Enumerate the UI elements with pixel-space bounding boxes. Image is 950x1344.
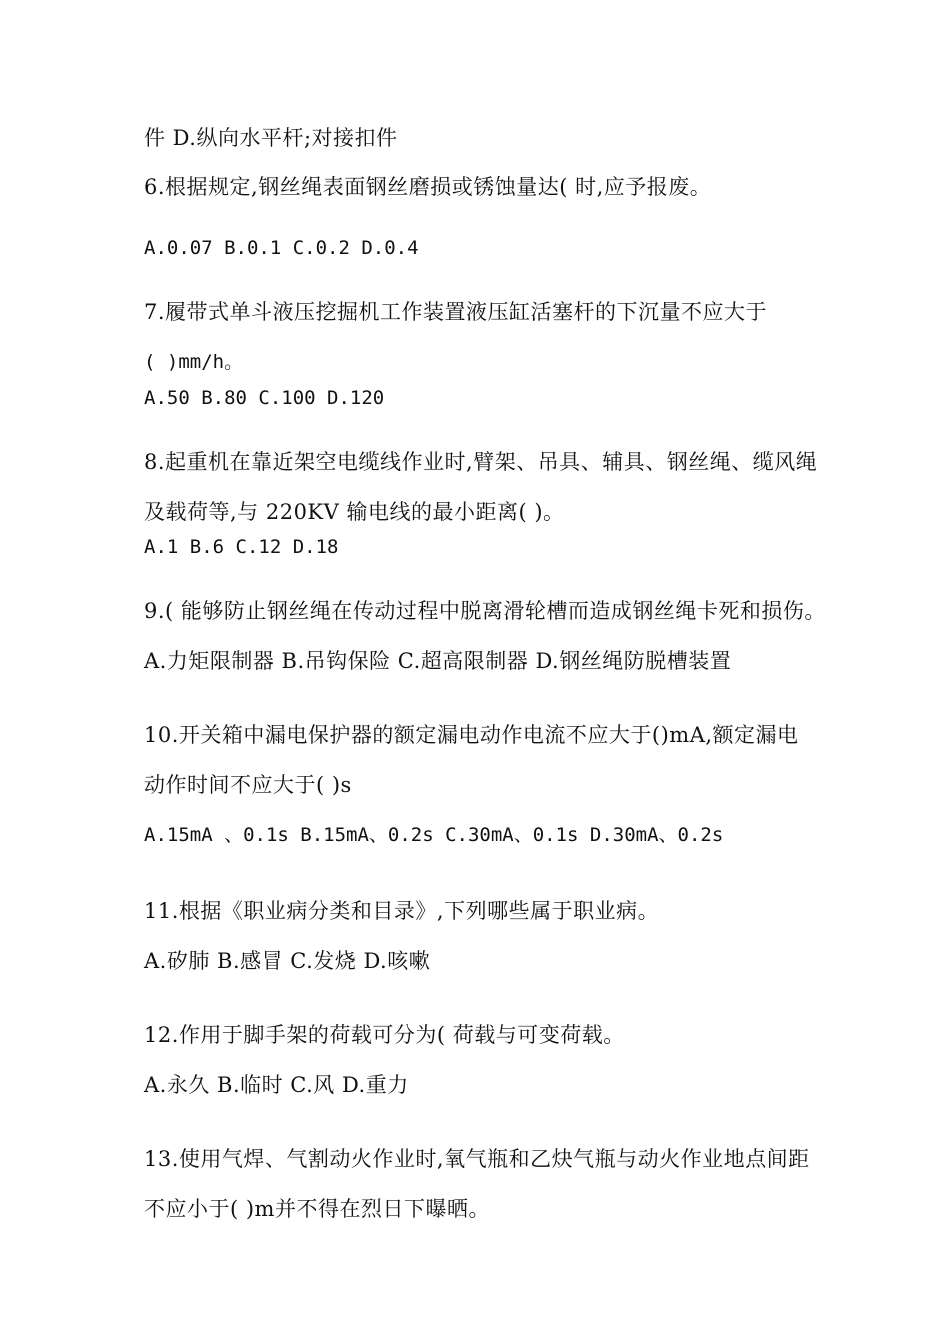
- question-11-text: 11.根据《职业病分类和目录》,下列哪些属于职业病。: [144, 899, 660, 923]
- question-9-options: A.力矩限制器 B.吊钩保险 C.超高限制器 D.钢丝绳防脱槽装置: [144, 649, 732, 673]
- question-7-text-line2: ( )mm/h。: [144, 351, 244, 373]
- question-8-options: A.1 B.6 C.12 D.18: [144, 536, 339, 558]
- question-8-text-line1: 8.起重机在靠近架空电缆线作业时,臂架、吊具、辅具、钢丝绳、缆风绳: [144, 450, 818, 474]
- option-line-q5-continued: 件 D.纵向水平杆;对接扣件: [144, 126, 398, 150]
- question-7-options: A.50 B.80 C.100 D.120: [144, 387, 385, 409]
- question-10-text-line1: 10.开关箱中漏电保护器的额定漏电动作电流不应大于()mA,额定漏电: [144, 723, 799, 747]
- question-10-text-line2: 动作时间不应大于( )s: [144, 773, 352, 797]
- question-6-text: 6.根据规定,钢丝绳表面钢丝磨损或锈蚀量达( 时,应予报废。: [144, 175, 712, 199]
- question-11-options: A.矽肺 B.感冒 C.发烧 D.咳嗽: [144, 949, 431, 973]
- question-10-options: A.15mA 、0.1s B.15mA、0.2s C.30mA、0.1s D.30mA、0.2s: [144, 824, 724, 846]
- question-12-text: 12.作用于脚手架的荷载可分为( 荷载与可变荷载。: [144, 1023, 625, 1047]
- question-13-text-line2: 不应小于( )m并不得在烈日下曝晒。: [144, 1197, 490, 1221]
- question-8-text-line2: 及载荷等,与 220KV 输电线的最小距离( )。: [144, 500, 565, 524]
- question-9-text: 9.( 能够防止钢丝绳在传动过程中脱离滑轮槽而造成钢丝绳卡死和损伤。: [144, 599, 826, 623]
- question-7-text-line1: 7.履带式单斗液压挖掘机工作装置液压缸活塞杆的下沉量不应大于: [144, 300, 768, 324]
- question-13-text-line1: 13.使用气焊、气割动火作业时,氧气瓶和乙炔气瓶与动火作业地点间距: [144, 1147, 810, 1171]
- question-6-options: A.0.07 B.0.1 C.0.2 D.0.4: [144, 237, 419, 259]
- question-12-options: A.永久 B.临时 C.风 D.重力: [144, 1073, 409, 1097]
